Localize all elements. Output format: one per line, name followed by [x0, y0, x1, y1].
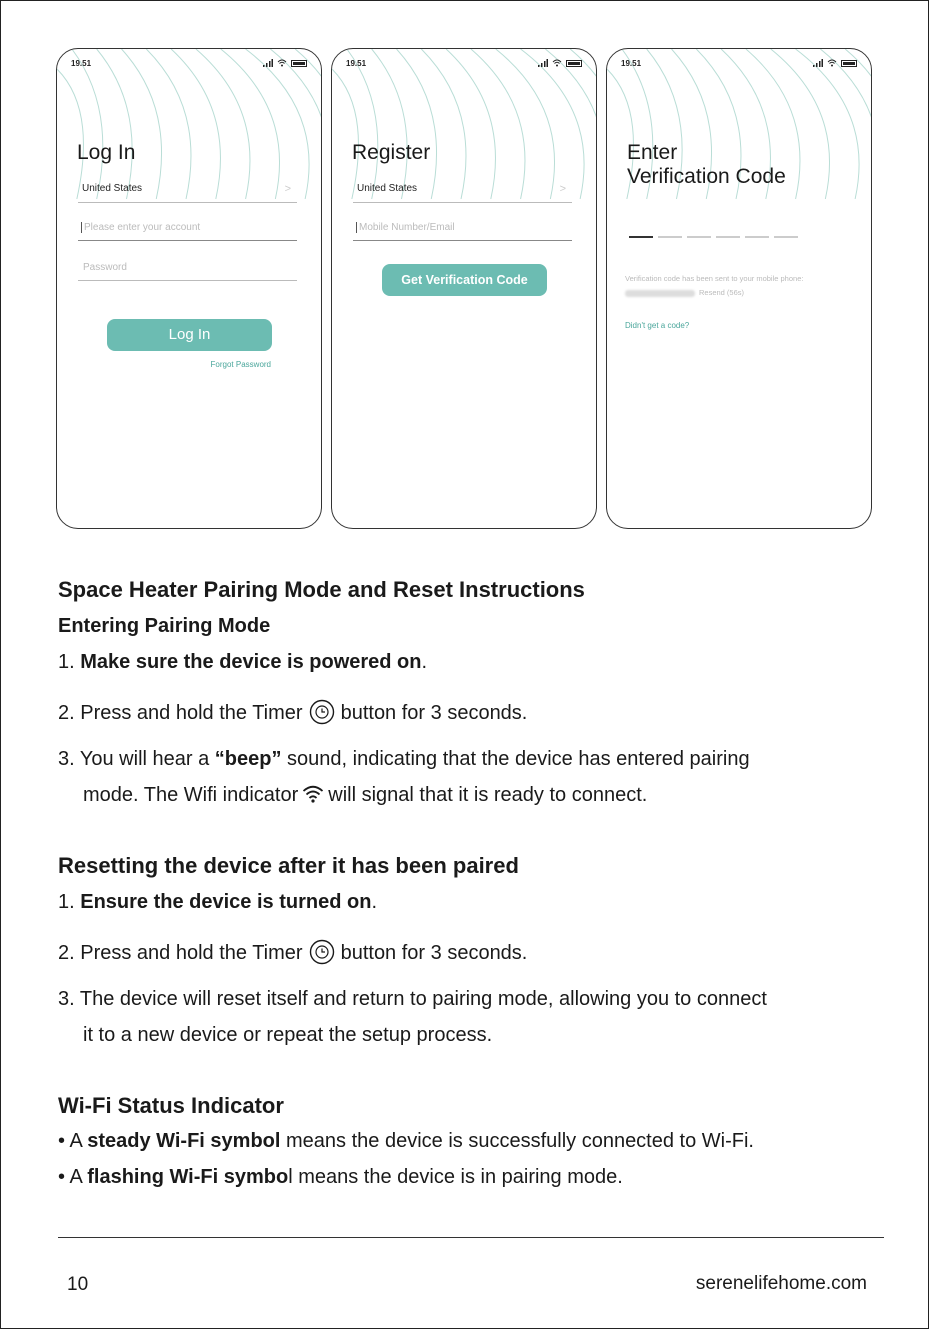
- account-input[interactable]: [78, 215, 297, 241]
- contact-placeholder: Mobile Number/Email: [356, 222, 455, 233]
- code-digit: [629, 236, 653, 238]
- status-time: 19.51: [71, 59, 92, 68]
- code-digit: [716, 236, 740, 238]
- page-title: [627, 141, 786, 189]
- pairing-step-3: 3. You will hear a “beep” sound, indicating that the device has entered pairing: [58, 748, 750, 770]
- page-number: 10: [67, 1274, 89, 1295]
- status-time: 19.51: [346, 59, 367, 68]
- register-screen: [331, 48, 597, 529]
- login-button[interactable]: Log In: [107, 319, 272, 351]
- wifi-heading: Wi-Fi Status Indicator: [58, 1093, 284, 1118]
- code-input[interactable]: [629, 236, 798, 238]
- timer-icon: [309, 939, 335, 965]
- signal-icon: [813, 59, 823, 67]
- footer-divider: [58, 1237, 884, 1238]
- country-value: United States: [357, 183, 418, 194]
- masked-phone-number: [625, 290, 695, 297]
- pairing-step-1: 1. Make sure the device is powered on.: [58, 651, 428, 673]
- status-bar: [621, 59, 857, 71]
- chevron-right-icon: >: [559, 183, 566, 195]
- website: serenelifehome.com: [695, 1273, 867, 1294]
- wifi-icon: [302, 784, 324, 804]
- pairing-heading: Entering Pairing Mode: [58, 615, 271, 637]
- code-digit: [745, 236, 769, 238]
- code-digit: [774, 236, 798, 238]
- wifi-status-icon: [277, 59, 287, 67]
- country-value: United States: [82, 183, 143, 194]
- account-placeholder: Please enter your account: [81, 222, 200, 233]
- wifi-status-icon: [827, 59, 837, 67]
- signal-icon: [263, 59, 273, 67]
- code-digit: [658, 236, 682, 238]
- pairing-step-2: 2. Press and hold the Timer button for 3 seconds.: [58, 699, 527, 725]
- battery-icon: [841, 60, 857, 67]
- wifi-bullet-2: • A flashing Wi-Fi symbol means the device is in pairing mode.: [58, 1166, 623, 1188]
- page-title: Log In: [77, 141, 136, 164]
- reset-step-2: 2. Press and hold the Timer button for 3 seconds.: [58, 939, 527, 965]
- verification-message: Verification code has been sent to your mobile phone:: [625, 274, 804, 283]
- status-bar: [71, 59, 307, 71]
- verification-note: [625, 272, 865, 300]
- battery-icon: [291, 60, 307, 67]
- contact-input[interactable]: [353, 215, 572, 241]
- country-select[interactable]: [353, 177, 572, 203]
- status-time: 19.51: [621, 59, 642, 68]
- main-heading: Space Heater Pairing Mode and Reset Instructions: [58, 577, 585, 602]
- reset-step-1: 1. Ensure the device is turned on.: [58, 891, 377, 913]
- verification-screen: [606, 48, 872, 529]
- title-line-1: Enter: [627, 141, 678, 164]
- login-screen: [56, 48, 322, 529]
- didnt-get-code-link[interactable]: Didn't get a code?: [625, 321, 690, 330]
- chevron-right-icon: >: [284, 183, 291, 195]
- reset-step-3: 3. The device will reset itself and return to pairing mode, allowing you to connect: [58, 988, 767, 1010]
- page-title: Register: [352, 141, 431, 164]
- forgot-password-link[interactable]: Forgot Password: [210, 360, 271, 369]
- password-placeholder: Password: [83, 262, 127, 273]
- get-verification-code-button[interactable]: Get Verification Code: [382, 264, 547, 296]
- wifi-bullet-1: • A steady Wi-Fi symbol means the device is successfully connected to Wi-Fi.: [58, 1130, 754, 1152]
- signal-icon: [538, 59, 548, 67]
- timer-icon: [309, 699, 335, 725]
- wifi-status-icon: [552, 59, 562, 67]
- status-bar: [346, 59, 582, 71]
- title-line-2: Verification Code: [627, 165, 786, 188]
- code-digit: [687, 236, 711, 238]
- password-input[interactable]: [78, 255, 297, 281]
- country-select[interactable]: [78, 177, 297, 203]
- battery-icon: [566, 60, 582, 67]
- reset-step-3-line-2: it to a new device or repeat the setup process.: [83, 1024, 493, 1046]
- pairing-step-3-line-2: mode. The Wifi indicator will signal that it is ready to connect.: [83, 784, 648, 806]
- reset-heading: Resetting the device after it has been paired: [58, 853, 519, 878]
- resend-countdown: Resend (56s): [699, 288, 745, 297]
